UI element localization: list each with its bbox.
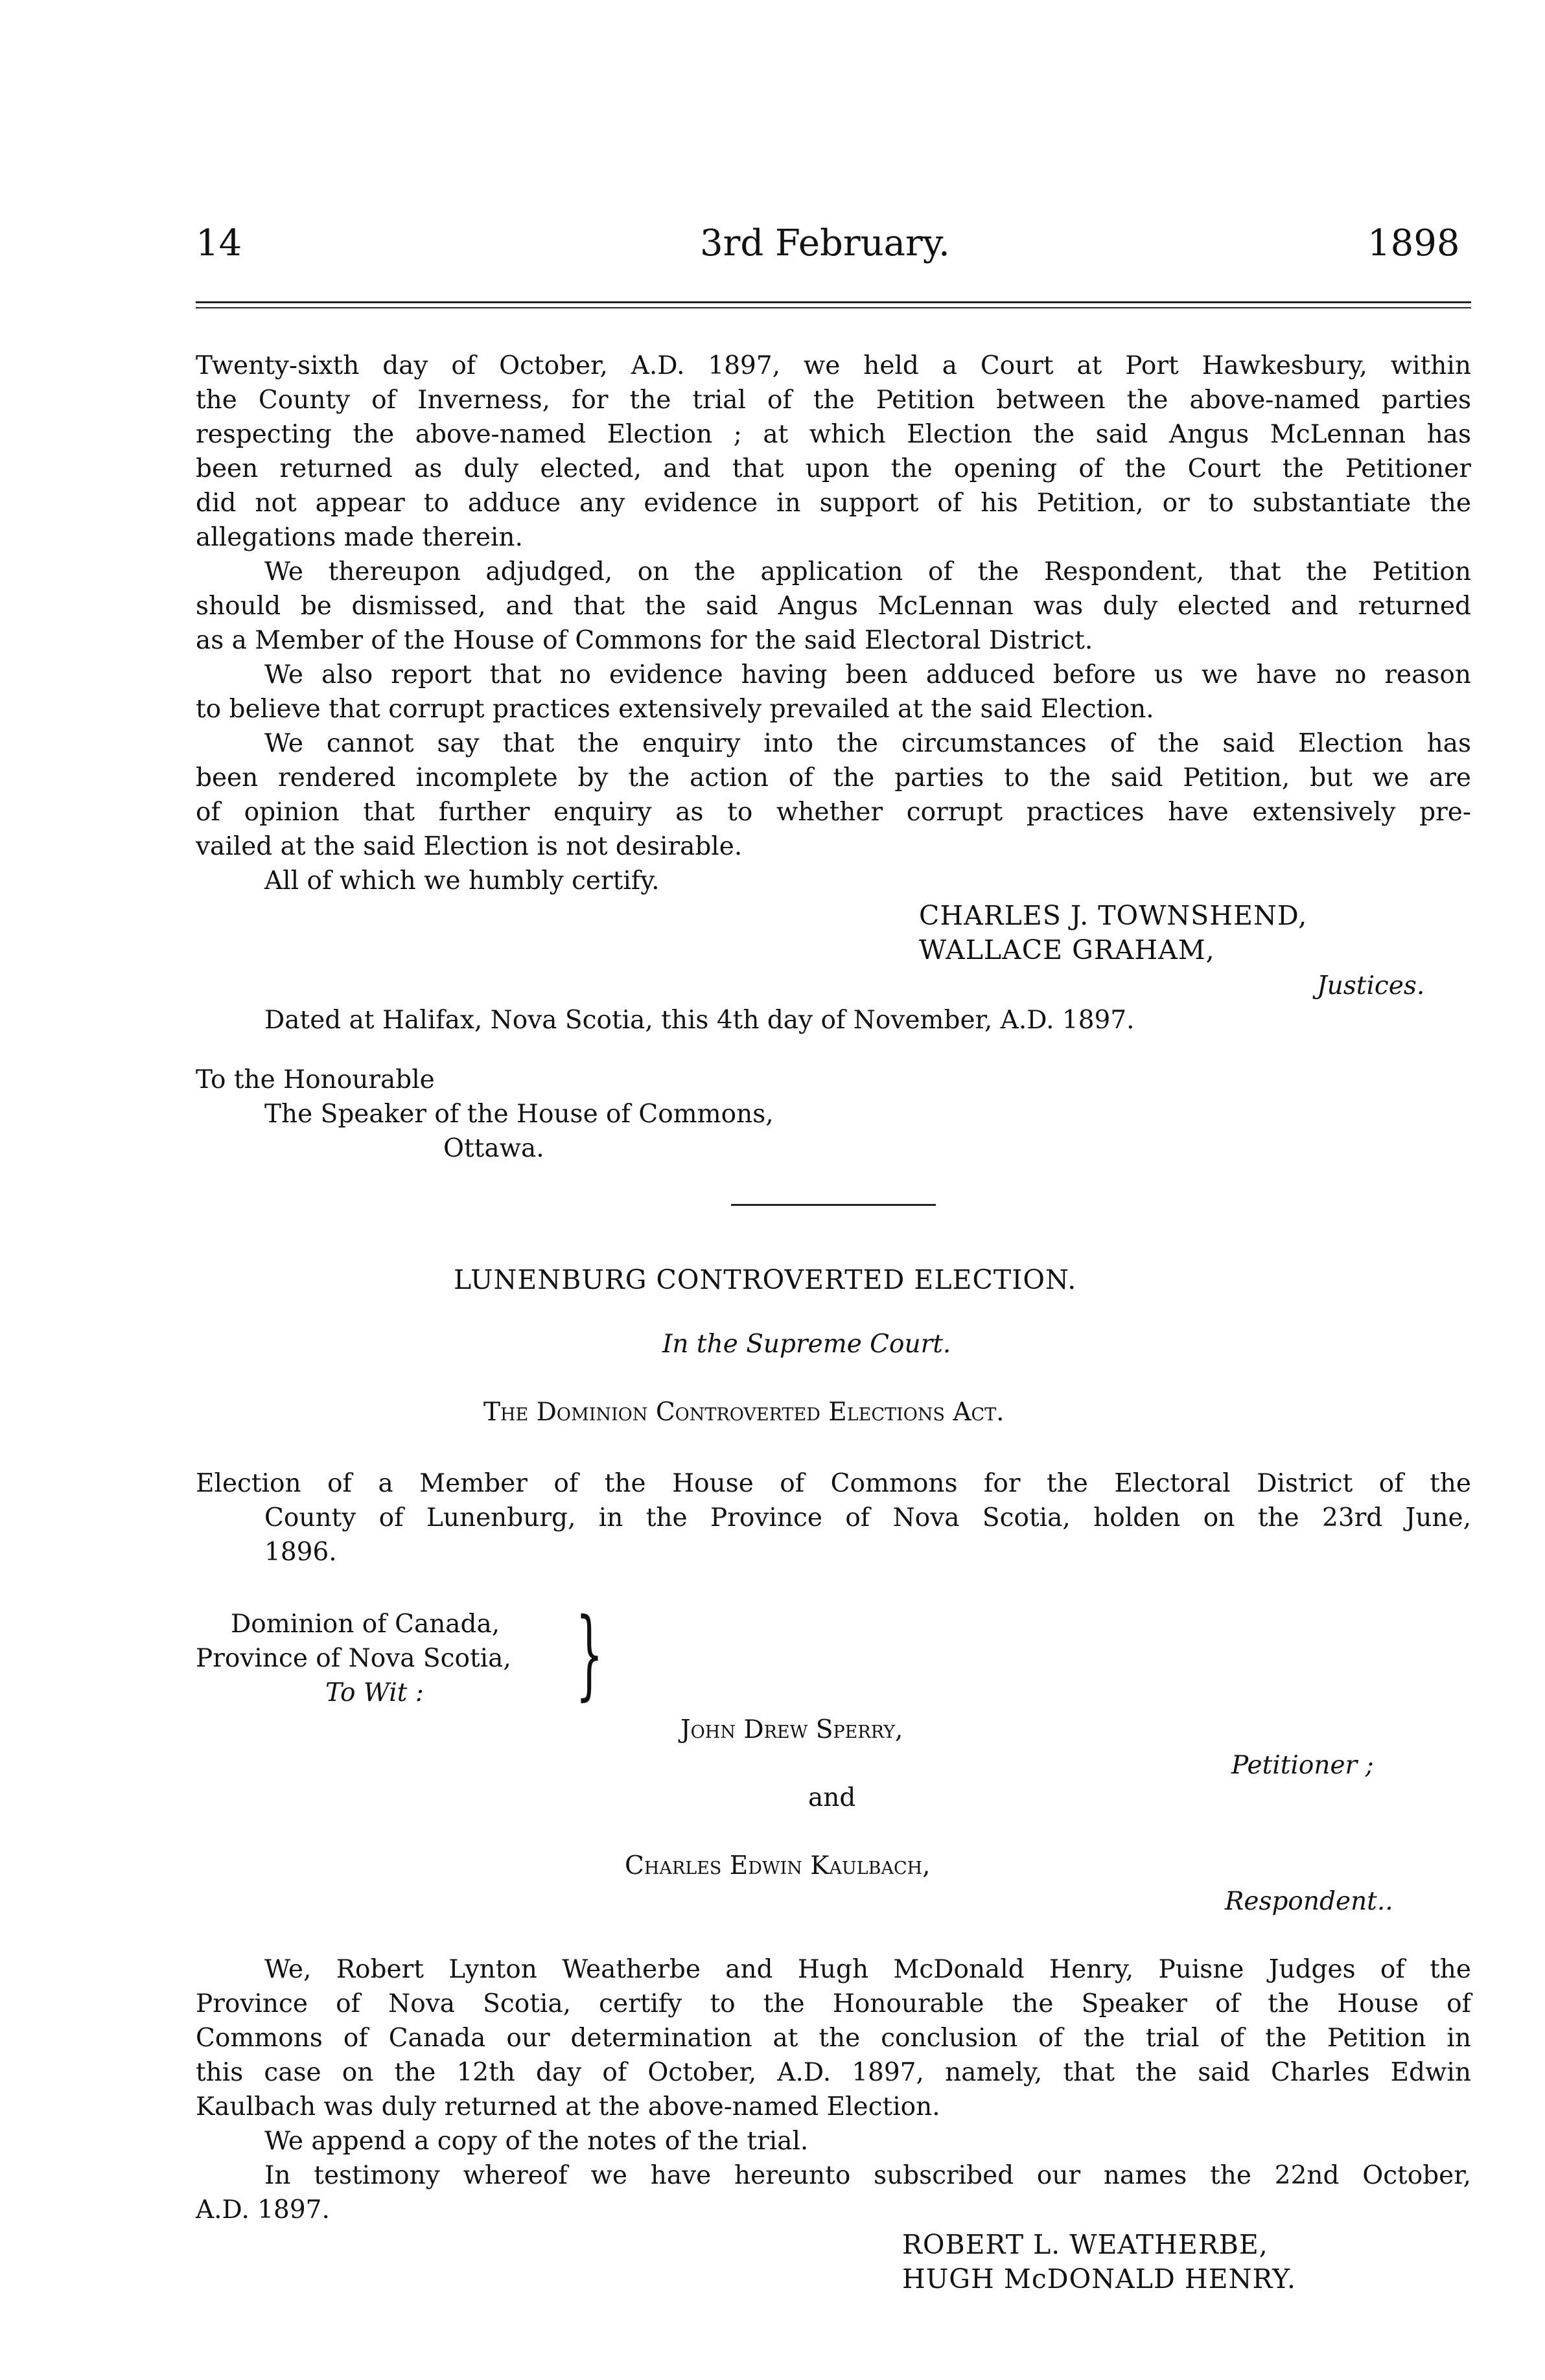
text-line: of opinion that further enquiry as to whether corrupt practices have extensively pre- — [196, 798, 1471, 827]
text-line: We cannot say that the enquiry into the circumstances of the said Election has — [264, 729, 1471, 758]
jurisdiction-line: Dominion of Canada, — [231, 1610, 500, 1639]
header-rule-2 — [196, 307, 1471, 308]
act-heading: The Dominion Controverted Elections Act. — [483, 1398, 1005, 1427]
justices-label: Justices. — [1317, 971, 1425, 1000]
text-line: Commons of Canada our determination at the conclusion of the trial of the Petition in — [196, 2024, 1471, 2053]
respondent-name: Charles Edwin Kaulbach, — [625, 1851, 931, 1880]
signatory-henry: HUGH McDONALD HENRY. — [902, 2263, 1296, 2294]
dated-line: Dated at Halifax, Nova Scotia, this 4th day of November, A.D. 1897. — [264, 1006, 1135, 1035]
text-line: Province of Nova Scotia, certify to the Honourable the Speaker of the House of — [196, 1989, 1471, 2018]
text-line: been rendered incomplete by the action of the parties to the said Petition, but we are — [196, 763, 1471, 792]
petitioner-role: Petitioner ; — [1231, 1751, 1374, 1780]
jurisdiction-line: Province of Nova Scotia, — [196, 1644, 511, 1673]
text-line: this case on the 12th day of October, A.D. 1897, namely, that the said Charles Edwin — [196, 2058, 1471, 2087]
text-line: 1896. — [264, 1538, 337, 1567]
text-line: should be dismissed, and that the said Angus McLennan was duly elected and returned — [196, 592, 1471, 621]
text-line: been returned as duly elected, and that upon the opening of the Court the Petitioner — [196, 454, 1471, 483]
testimony-line: A.D. 1897. — [196, 2195, 330, 2224]
jurisdiction-line: To Wit : — [325, 1678, 424, 1707]
text-line: respecting the above-named Election ; at which Election the said Angus McLennan has — [196, 420, 1471, 449]
text-line: did not appear to adduce any evidence in support of his Petition, or to substantiate the — [196, 489, 1471, 518]
page-year: 1898 — [1367, 222, 1460, 264]
text-line: allegations made therein. — [196, 523, 523, 552]
page-date: 3rd February. — [700, 222, 950, 264]
petitioner-name: John Drew Sperry, — [680, 1715, 903, 1744]
text-line: vailed at the said Election is not desirable. — [196, 832, 743, 861]
address-line: The Speaker of the House of Commons, — [264, 1100, 774, 1129]
signatory-graham: WALLACE GRAHAM, — [919, 934, 1215, 965]
text-line: as a Member of the House of Commons for the said Electoral District. — [196, 626, 1093, 655]
page-number: 14 — [196, 222, 242, 264]
address-line: To the Honourable — [196, 1065, 435, 1094]
section-divider — [731, 1204, 936, 1206]
text-line: Twenty-sixth day of October, A.D. 1897, we held a Court at Port Hawkesbury, within — [196, 351, 1471, 380]
signatory-weatherbe: ROBERT L. WEATHERBE, — [902, 2229, 1268, 2260]
text-line: Election of a Member of the House of Commons for the Electoral District of the — [196, 1469, 1471, 1498]
text-line: We also report that no evidence having been adduced before us we have no reason — [264, 660, 1471, 689]
certify-line: All of which we humbly certify. — [264, 866, 660, 895]
testimony-line: In testimony whereof we have hereunto subscribed our names the 22nd October, — [264, 2161, 1471, 2190]
respondent-role: Respondent.. — [1225, 1887, 1393, 1916]
court-heading: In the Supreme Court. — [662, 1330, 951, 1359]
text-line: We thereupon adjudged, on the application of the Respondent, that the Petition — [264, 557, 1471, 586]
and-word: and — [808, 1783, 856, 1812]
text-line: County of Lunenburg, in the Province of Nova Scotia, holden on the 23rd June, — [264, 1503, 1471, 1532]
text-line: to believe that corrupt practices extensively prevailed at the said Election. — [196, 695, 1154, 724]
text-line: the County of Inverness, for the trial of the Petition between the above-named parties — [196, 386, 1471, 415]
address-line: Ottawa. — [443, 1134, 544, 1163]
text-line: Kaulbach was duly returned at the above-named Election. — [196, 2092, 940, 2121]
header-rule — [196, 301, 1471, 303]
right-brace-icon: } — [575, 1598, 603, 1711]
append-line: We append a copy of the notes of the trial. — [264, 2127, 809, 2156]
section-title: LUNENBURG CONTROVERTED ELECTION. — [454, 1264, 1077, 1295]
signatory-townshend: CHARLES J. TOWNSHEND, — [919, 900, 1308, 931]
text-line: We, Robert Lynton Weatherbe and Hugh McDonald Henry, Puisne Judges of the — [264, 1955, 1471, 1984]
